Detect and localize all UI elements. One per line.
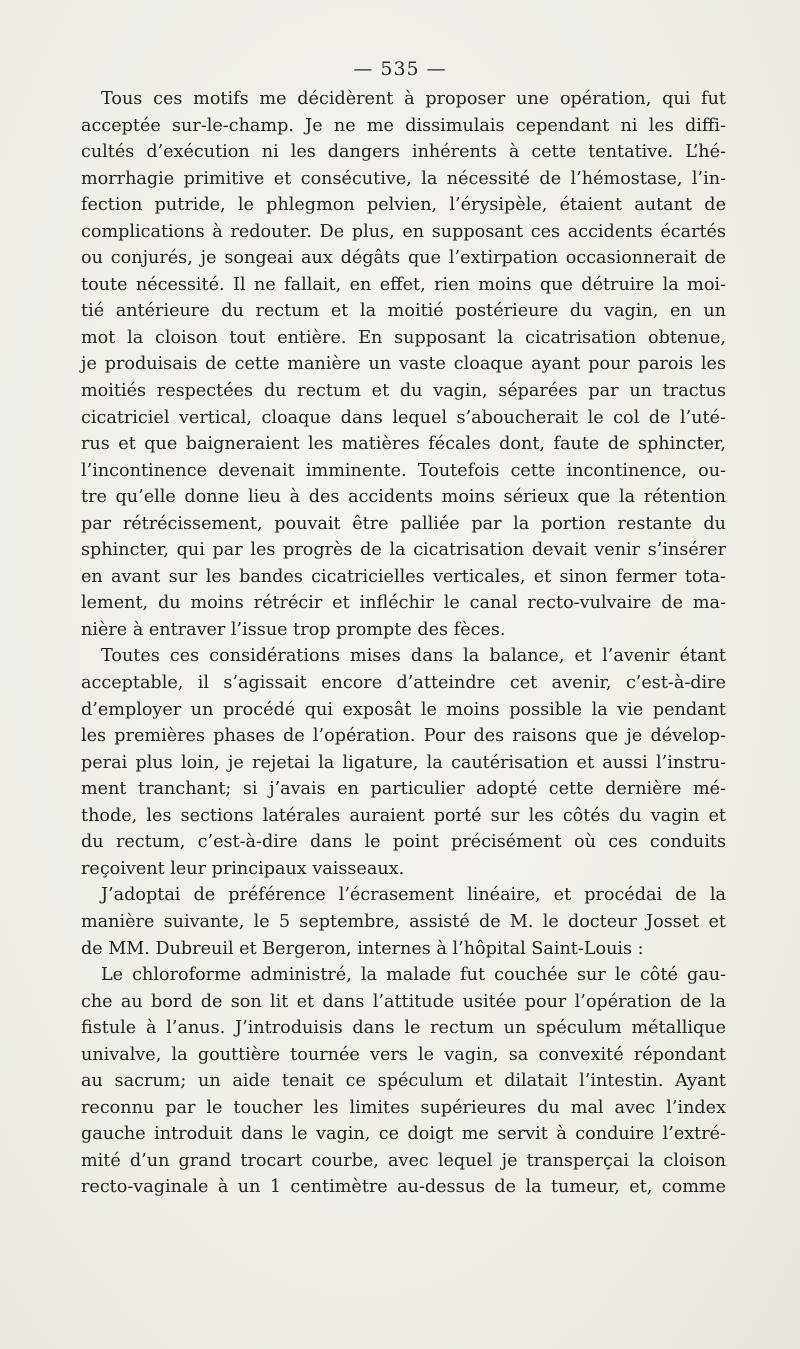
text-line: sphincter, qui par les progrès de la cicatrisation devait venir s’insérer (81, 540, 726, 561)
text-line: mot la cloison tout entière. En supposant la cicatrisation obtenue, (81, 327, 726, 348)
text-line: ou conjurés, je songeai aux dégâts que l’extirpation occasionnerait de (81, 248, 726, 269)
text-line: les premières phases de l’opération. Pour des raisons que je dévelop- (81, 726, 726, 747)
text-line: perai plus loin, je rejetai la ligature, la cautérisation et aussi l’instru- (81, 752, 726, 773)
text-line: recto-vaginale à un 1 centimètre au-dessus de la tumeur, et, comme (81, 1177, 726, 1198)
text-line: cicatriciel vertical, cloaque dans lequel s’aboucherait le col de l’uté- (81, 407, 726, 428)
text-line: fistule à l’anus. J’introduisis dans le rectum un spéculum métallique (81, 1018, 726, 1039)
text-line: du rectum, c’est-à-dire dans le point précisément où ces conduits (81, 832, 726, 853)
text-line: morrhagie primitive et consécutive, la nécessité de l’hémostase, l’in- (81, 168, 726, 189)
body-text (81, 86, 726, 1201)
text-line: reçoivent leur principaux vaisseaux. (81, 858, 405, 879)
text-line: reconnu par le toucher les limites supérieures du mal avec l’index (81, 1097, 726, 1118)
text-line: acceptée sur-le-champ. Je ne me dissimulais cependant ni les diffi- (81, 115, 726, 136)
text-line: lement, du moins rétrécir et infléchir le canal recto-vulvaire de ma- (81, 593, 726, 614)
text-line: de MM. Dubreuil et Bergeron, internes à l’hôpital Saint-Louis : (81, 938, 644, 959)
text-line: tié antérieure du rectum et la moitié postérieure du vagin, en un (81, 301, 726, 322)
text-line: tre qu’elle donne lieu à des accidents moins sérieux que la rétention (81, 487, 726, 508)
text-line: fection putride, le phlegmon pelvien, l’érysipèle, étaient autant de (81, 195, 726, 216)
text-line: cultés d’exécution ni les dangers inhérents à cette tentative. L’hé- (81, 142, 726, 163)
text-line: au sacrum; un aide tenait ce spéculum et dilatait l’intestin. Ayant (81, 1071, 726, 1092)
text-line: complications à redouter. De plus, en supposant ces accidents écartés (81, 221, 726, 242)
text-line: acceptable, il s’agissait encore d’atteindre cet avenir, c’est-à-dire (81, 673, 726, 694)
text-line: moitiés respectées du rectum et du vagin, séparées par un tractus (81, 381, 726, 402)
text-line: mité d’un grand trocart courbe, avec lequel je transperçai la cloison (81, 1150, 726, 1171)
text-line: ment tranchant; si j’avais en particulier adopté cette dernière mé- (81, 779, 726, 800)
text-line: Toutes ces considérations mises dans la balance, et l’avenir étant (101, 646, 726, 667)
text-line: gauche introduit dans le vagin, ce doigt me servit à conduire l’extré- (81, 1124, 726, 1145)
text-line: che au bord de son lit et dans l’attitude usitée pour l’opération de la (81, 991, 726, 1012)
text-line: je produisais de cette manière un vaste cloaque ayant pour parois les (81, 354, 726, 375)
text-line: univalve, la gouttière tournée vers le vagin, sa convexité répondant (81, 1044, 726, 1065)
page-number: — 535 — (353, 58, 447, 80)
text-line: Tous ces motifs me décidèrent à proposer une opération, qui fut (101, 89, 726, 109)
text-line: thode, les sections latérales auraient porté sur les côtés du vagin et (81, 805, 726, 826)
text-line: l’incontinence devenait imminente. Toutefois cette incontinence, ou- (81, 460, 726, 481)
text-line: manière suivante, le 5 septembre, assisté de M. le docteur Josset et (81, 911, 726, 932)
text-line: nière à entraver l’issue trop prompte des fèces. (81, 619, 506, 640)
text-line: rus et que baigneraient les matières fécales dont, faute de sphincter, (81, 434, 726, 455)
text-line: d’employer un procédé qui exposât le moins possible la vie pendant (81, 699, 726, 720)
text-line: Le chloroforme administré, la malade fut couchée sur le côté gau- (101, 965, 726, 986)
text-line: en avant sur les bandes cicatricielles verticales, et sinon fermer tota- (81, 566, 726, 587)
text-line: J’adoptai de préférence l’écrasement linéaire, et procédai de la (101, 885, 726, 906)
text-line: par rétrécissement, pouvait être palliée par la portion restante du (81, 513, 726, 534)
text-line: toute nécessité. Il ne fallait, en effet, rien moins que détruire la moi- (81, 274, 726, 295)
